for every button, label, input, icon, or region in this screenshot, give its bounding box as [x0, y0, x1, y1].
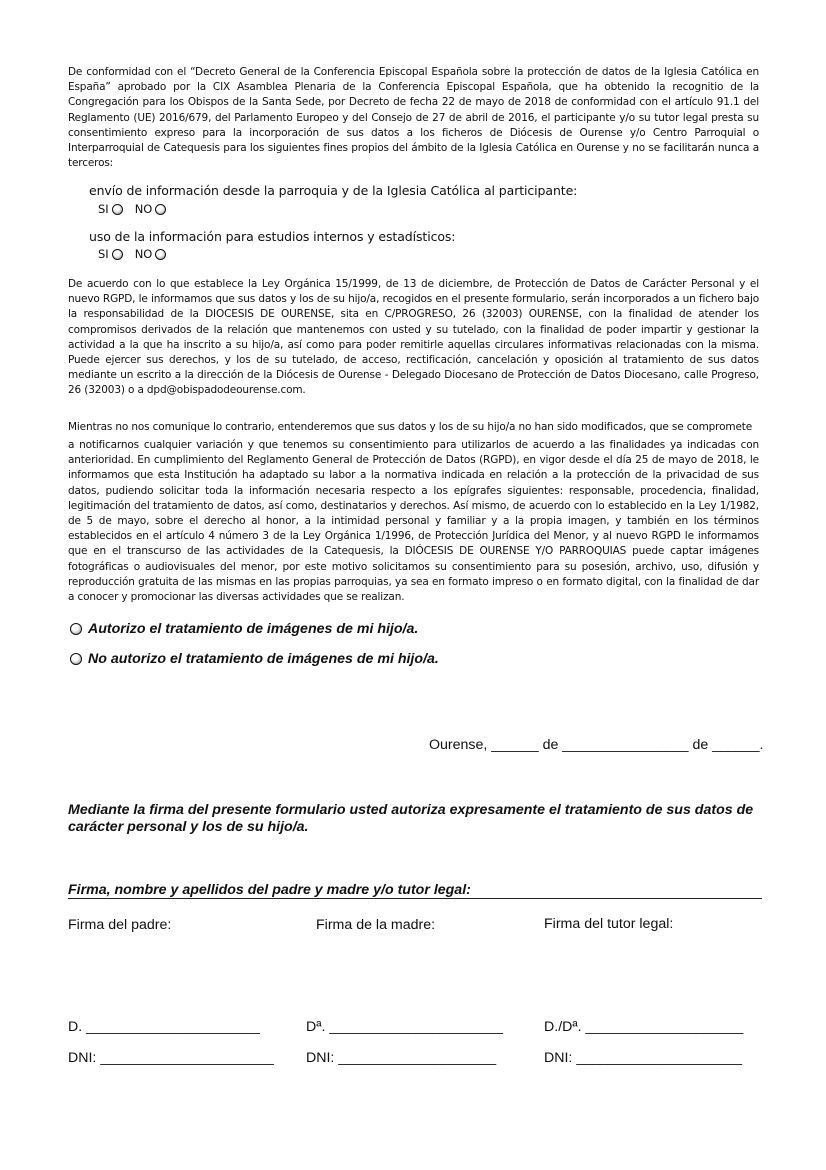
consent-1-label: envío de información desde la parroquia y de la Iglesia Católica al participante:: [89, 183, 578, 198]
consent-2-yes-radio[interactable]: [112, 249, 123, 260]
father-name-field[interactable]: D. ______________________: [68, 1019, 260, 1035]
mother-dni-field[interactable]: DNI: ____________________: [306, 1050, 497, 1066]
data-protection-paragraph: De acuerdo con lo que establece la Ley Orgánica 15/1999, de 13 de diciembre, de Protección de Datos de Carácter Personal y el nuevo RGPD, le informamos que sus datos y los de su hijo/a, recogidos en el presente formulario, serán incorporados a un fichero bajo la responsabilidad de la DIOCESIS DE OURENSE, sita en C/PROGRESO, 26 (32003) OURENSE, con la finalidad de atender los compromisos derivados de la relación que mantenemos con usted y su tutelado, con la finalidad de poder impartir y gestionar la actividad a la que ha inscrito a su hijo/a, así como para poder remitirle aquellas circulares informativas relacionadas con la misma. Puede ejercer sus derechos, y los de su tutelado, de acceso, rectificación, cancelación y oposición al tratamiento de sus datos mediante un escrito a la dirección de la Diócesis de Ourense - Delegado Diocesano de Protección de Datos Diocesano, calle Progreso, 26 (32003) o a dpd@obispadodeourense.com.: [68, 278, 759, 397]
signature-divider: [68, 898, 762, 899]
consent-1-options: [98, 201, 166, 217]
consent-2-yes-label: SI: [98, 247, 109, 261]
deny-images-radio[interactable]: [70, 653, 82, 665]
consent-2-no-radio[interactable]: [155, 249, 166, 260]
deny-images-option[interactable]: [70, 651, 439, 667]
date-line[interactable]: Ourense, ______ de ________________ de ______.: [429, 737, 764, 753]
consent-1-no-radio[interactable]: [155, 204, 166, 215]
mother-name-field[interactable]: Dª. ______________________: [306, 1019, 503, 1035]
consent-2-label: uso de la información para estudios internos y estadísticos:: [89, 229, 456, 244]
signature-notice: Mediante la firma del presente formulario usted autoriza expresamente el tratamiento de sus datos de carácter personal y los de su hijo/a.: [68, 802, 754, 835]
consent-2-no-label: NO: [134, 247, 153, 261]
guardian-signature-title: Firma del tutor legal:: [544, 916, 674, 932]
authorize-images-option[interactable]: [70, 621, 418, 637]
image-rights-paragraph: a notificarnos cualquier variación y que tenemos su consentimiento para utilizarlos de acuerdo a las finalidades ya indicadas con anterioridad. En cumplimiento del Reglamento General de Protección de Datos (RGPD), en vigor desde el día 25 de mayo de 2018, le informamos que esta Institución ha adaptado su labor a la normativa indicada en relación a la protección de la privacidad de sus datos, pudiendo solicitar toda la información necesaria respecto a los epígrafes siguientes: responsable, procedencia, finalidad, legitimación del tratamiento de datos, así como, destinatarios y derechos. Así mismo, de acuerdo con lo establecido en la Ley 1/1982, de 5 de mayo, sobre el derecho al honor, a la intimidad personal y familiar y a la propia imagen, y también en los términos establecidos en el artículo 4 número 3 de la Ley Orgánica 1/1996, de Protección Jurídica del Menor, y al nuevo RGPD le informamos que en el transcurso de las actividades de la Catequesis, la DIÓCESIS DE OURENSE Y/O PARROQUIAS puede captar imágenes fotográficas o audiovisuales del menor, por este motivo solicitamos su consentimiento para su posesión, archivo, uso, difusión y reproducción gratuita de las mismas en las propias parroquias, ya sea en formato impreso o en formato digital, con la finalidad de dar a conocer y promocionar las diversas actividades que se realizan.: [68, 439, 759, 604]
guardian-dni-field[interactable]: DNI: _____________________: [544, 1050, 743, 1066]
authorize-images-radio[interactable]: [70, 623, 82, 635]
intro-paragraph: De conformidad con el “Decreto General de la Conferencia Episcopal Española sobre la protección de datos de la Iglesia Católica en España” aprobado por la CIX Asamblea Plenaria de la Conferencia Episcopal Española, que ha obtenido la recognitio de la Congregación para los Obispos de la Santa Sede, por Decreto de fecha 22 de mayo de 2018 de conformidad con el artículo 91.1 del Reglamento (UE) 2016/679, del Parlamento Europeo y del Consejo de 27 de abril de 2016, el participante y/o su tutor legal presta su consentimiento expreso para la incorporación de sus datos a los ficheros de Diócesis de Ourense y/o Centro Parroquial o Interparroquial de Catequesis para los siguientes fines propios del ámbito de la Iglesia Católica en Ourense y no se facilitarán nunca a terceros:: [68, 66, 759, 170]
consent-1-no-label: NO: [134, 202, 153, 216]
signature-heading: Firma, nombre y apellidos del padre y madre y/o tutor legal:: [68, 882, 471, 898]
consent-1-yes-radio[interactable]: [112, 204, 123, 215]
consent-1-yes-label: SI: [98, 202, 109, 216]
father-dni-field[interactable]: DNI: ______________________: [68, 1050, 274, 1066]
mother-signature-title: Firma de la madre:: [316, 917, 436, 933]
father-signature-title: Firma del padre:: [68, 917, 172, 933]
deny-images-label: No autorizo el tratamiento de imágenes de mi hijo/a.: [88, 651, 439, 667]
notification-first-line: Mientras no nos comunique lo contrario, entenderemos que sus datos y los de su hijo/a no han sido modificados, que se compromete: [68, 421, 753, 433]
guardian-name-field[interactable]: D./Dª. ____________________: [544, 1019, 744, 1035]
consent-2-options: [98, 246, 166, 262]
authorize-images-label: Autorizo el tratamiento de imágenes de mi hijo/a.: [88, 621, 419, 637]
